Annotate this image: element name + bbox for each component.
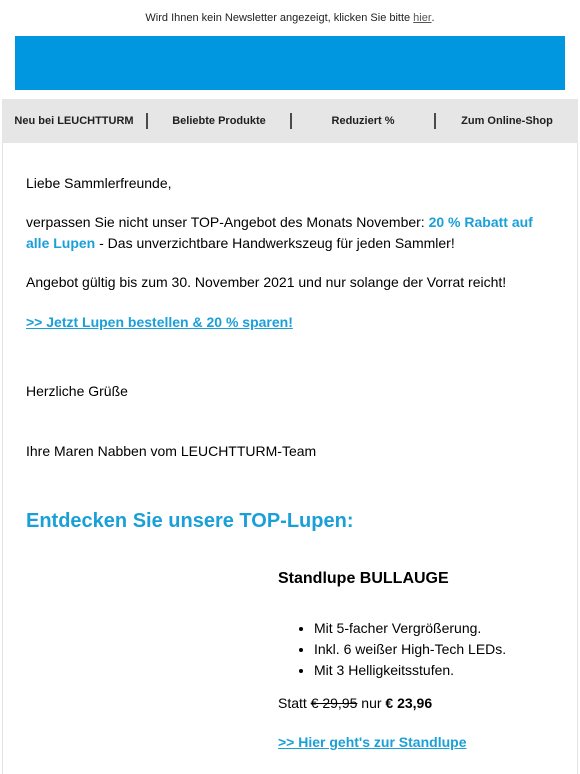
price-mid: nur [361, 695, 382, 711]
section-heading: Entdecken Sie unsere TOP-Lupen: [26, 510, 354, 532]
old-price: € 29,95 [310, 695, 358, 711]
notice-text: Wird Ihnen kein Newsletter angezeigt, klicken Sie bitte [145, 12, 411, 24]
notice-end: . [431, 12, 435, 24]
product-title: Standlupe BULLAUGE [278, 570, 449, 587]
feature-item: • Inkl. 6 weißer High-Tech LEDs. [314, 639, 506, 660]
intro-text: verpassen Sie nicht unser TOP-Angebot des Monats November: [26, 214, 425, 230]
product-price [278, 695, 432, 711]
cta-paragraph [26, 312, 556, 333]
validity-text: Angebot gültig bis zum 30. November 2021 und nur solange der Vorrat reicht! [26, 274, 507, 290]
nav-item-popular[interactable]: Beliebte Produkte [172, 115, 266, 127]
intro-text-end: - Das unverzichtbare Handwerkszeug für jeden Sammler! [99, 235, 455, 251]
price-prefix: Statt [278, 695, 307, 711]
nav-item-shop[interactable]: Zum Online-Shop [461, 115, 553, 127]
nav-item-reduced[interactable]: Reduziert % [331, 115, 395, 127]
feature-item: • Mit 3 Helligkeitsstufen. [314, 660, 506, 681]
product-features [278, 618, 506, 681]
regards: Herzliche Grüße [26, 383, 128, 399]
nav-item-new[interactable]: Neu bei LEUCHTTURM [14, 115, 134, 127]
signature: Ihre Maren Nabben vom LEUCHTTURM-Team [26, 443, 317, 459]
newsletter-notice [0, 0, 580, 36]
greeting: Liebe Sammlerfreunde, [26, 175, 172, 191]
header-banner [15, 36, 565, 90]
new-price: € 23,96 [385, 695, 433, 711]
feature-item: • Mit 5-facher Vergrößerung. [314, 618, 506, 639]
product-link[interactable]: >> Hier geht's zur Standlupe [278, 734, 467, 750]
intro-paragraph [26, 212, 556, 254]
product-link-wrap [278, 734, 466, 750]
main-navigation [2, 99, 578, 143]
notice-link[interactable]: hier [413, 12, 432, 24]
order-magnifiers-link[interactable]: >> Jetzt Lupen bestellen & 20 % sparen! [26, 314, 293, 330]
discount-highlight: 20 % Rabatt auf alle Lupen [26, 214, 533, 251]
